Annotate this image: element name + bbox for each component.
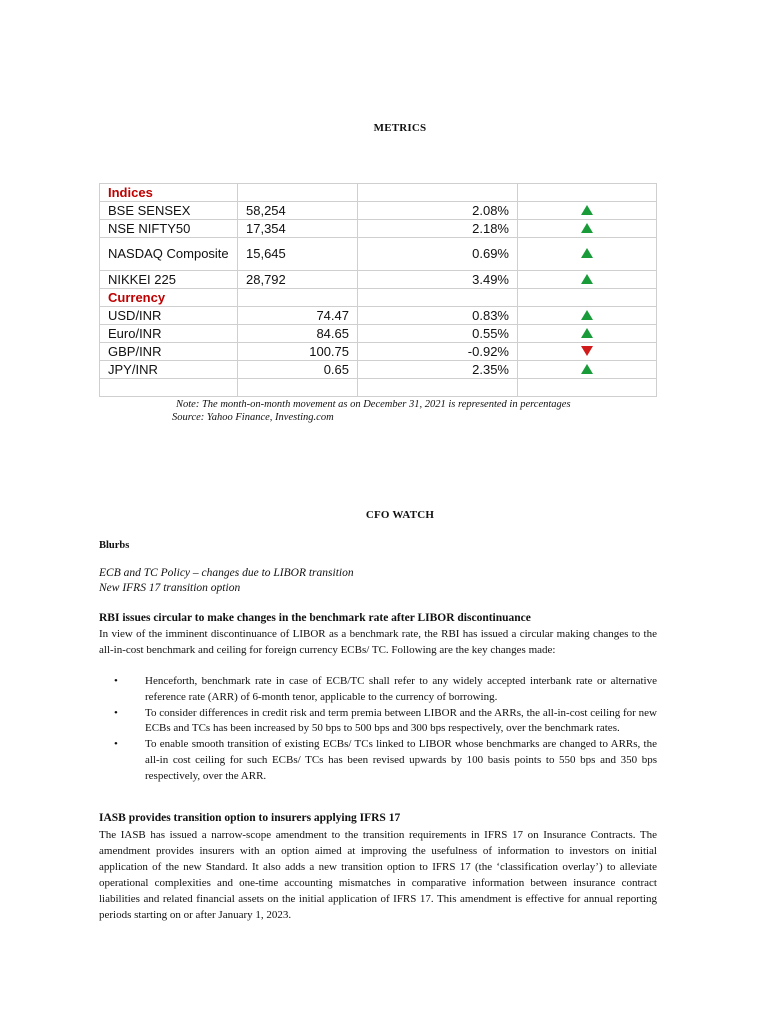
cfo-watch-heading: CFO WATCH	[365, 509, 435, 521]
row-change: 2.08%	[358, 202, 518, 220]
indices-section-label: Indices	[100, 184, 238, 202]
row-value: 0.65	[238, 361, 358, 379]
row-value: 100.75	[238, 343, 358, 361]
table-row	[100, 238, 657, 271]
up-arrow-icon	[581, 205, 593, 215]
blurbs-label: Blurbs	[99, 540, 130, 551]
row-value: 58,254	[238, 202, 358, 220]
list-item: • To enable smooth transition of existing ECBs/ TCs linked to LIBOR whose benchmarks are changed to ARRs, the all-in cost ceiling for such ECBs/ TCs has been revised upwards by 100 basis points to 550 bps and 350 bps respectively, over the ARR.	[114, 738, 657, 782]
list-item: • Henceforth, benchmark rate in case of ECB/TC shall refer to any widely accepted interbank rate or alternative reference rate (ARR) of 6-month tenor, applicable to the currency of borrowing.	[114, 675, 657, 703]
table-row	[100, 307, 657, 325]
table-row	[100, 184, 657, 202]
up-arrow-icon	[581, 223, 593, 233]
rbi-section-title: RBI issues circular to make changes in the benchmark rate after LIBOR discontinuance	[99, 612, 531, 624]
row-name: JPY/INR	[100, 361, 238, 379]
row-change: 0.55%	[358, 325, 518, 343]
table-row	[100, 325, 657, 343]
table-row	[100, 289, 657, 307]
up-arrow-icon	[581, 248, 593, 258]
row-name: NSE NIFTY50	[100, 220, 238, 238]
row-change: 3.49%	[358, 271, 518, 289]
blurb-item: ECB and TC Policy – changes due to LIBOR transition	[99, 567, 354, 579]
row-name: GBP/INR	[100, 343, 238, 361]
row-value: 84.65	[238, 325, 358, 343]
table-row	[100, 271, 657, 289]
bullet-icon: •	[114, 706, 118, 719]
blurb-list	[99, 566, 354, 596]
iasb-section-title: IASB provides transition option to insurers applying IFRS 17	[99, 812, 401, 824]
row-name: NIKKEI 225	[100, 271, 238, 289]
table-source: Source: Yahoo Finance, Investing.com	[172, 412, 334, 423]
iasb-body: The IASB has issued a narrow-scope amendment to the transition requirements in IFRS 17 on Insurance Contracts. The amendment provides insurers with an option aimed at improving the usefulness of information to investors on initial application of the new Standard. It also adds a new transition option to IFRS 17 (the ‘classification overlay’) to alleviate operational complexities and one-time accounting mismatches in comparative information between insurance contract liabilities and related financial assets on the initial application of IFRS 17. This amendment is effective for annual reporting periods starting on or after January 1, 2023.	[99, 829, 657, 921]
row-change: 0.69%	[358, 238, 518, 271]
row-name: BSE SENSEX	[100, 202, 238, 220]
bullet-icon: •	[114, 675, 118, 687]
bullet-icon: •	[114, 738, 118, 751]
blurb-item: New IFRS 17 transition option	[99, 582, 241, 594]
list-item: • To consider differences in credit risk and term premia between LIBOR and the ARRs, the all-in-cost ceiling for new ECBs and TCs has been increased by 50 bps to 500 bps and 300 bps respectively, over the benchmark rates.	[114, 706, 657, 735]
rbi-bullet-list	[99, 674, 657, 785]
table-row	[100, 343, 657, 361]
row-change: 2.18%	[358, 220, 518, 238]
up-arrow-icon	[581, 274, 593, 284]
row-change: -0.92%	[358, 343, 518, 361]
row-change: 2.35%	[358, 361, 518, 379]
currency-section-label: Currency	[100, 289, 238, 307]
row-name: USD/INR	[100, 307, 238, 325]
metrics-table	[99, 183, 657, 397]
row-value: 74.47	[238, 307, 358, 325]
row-change: 0.83%	[358, 307, 518, 325]
metrics-heading: METRICS	[373, 122, 427, 134]
table-row	[100, 379, 657, 397]
up-arrow-icon	[581, 364, 593, 374]
row-name: NASDAQ Composite	[100, 238, 238, 271]
table-row	[100, 361, 657, 379]
table-row	[100, 220, 657, 238]
rbi-body: In view of the imminent discontinuance of LIBOR as a benchmark rate, the RBI has issued a circular making changes to the all-in-cost benchmark and ceiling for foreign currency ECBs/ TC. Following are the key changes made:	[99, 628, 657, 656]
up-arrow-icon	[581, 310, 593, 320]
up-arrow-icon	[581, 328, 593, 338]
row-value: 28,792	[238, 271, 358, 289]
table-note: Note: The month-on-month movement as on December 31, 2021 is represented in percentages	[176, 399, 571, 410]
row-value: 17,354	[238, 220, 358, 238]
row-name: Euro/INR	[100, 325, 238, 343]
down-arrow-icon	[581, 346, 593, 356]
row-value: 15,645	[238, 238, 358, 271]
table-row	[100, 202, 657, 220]
